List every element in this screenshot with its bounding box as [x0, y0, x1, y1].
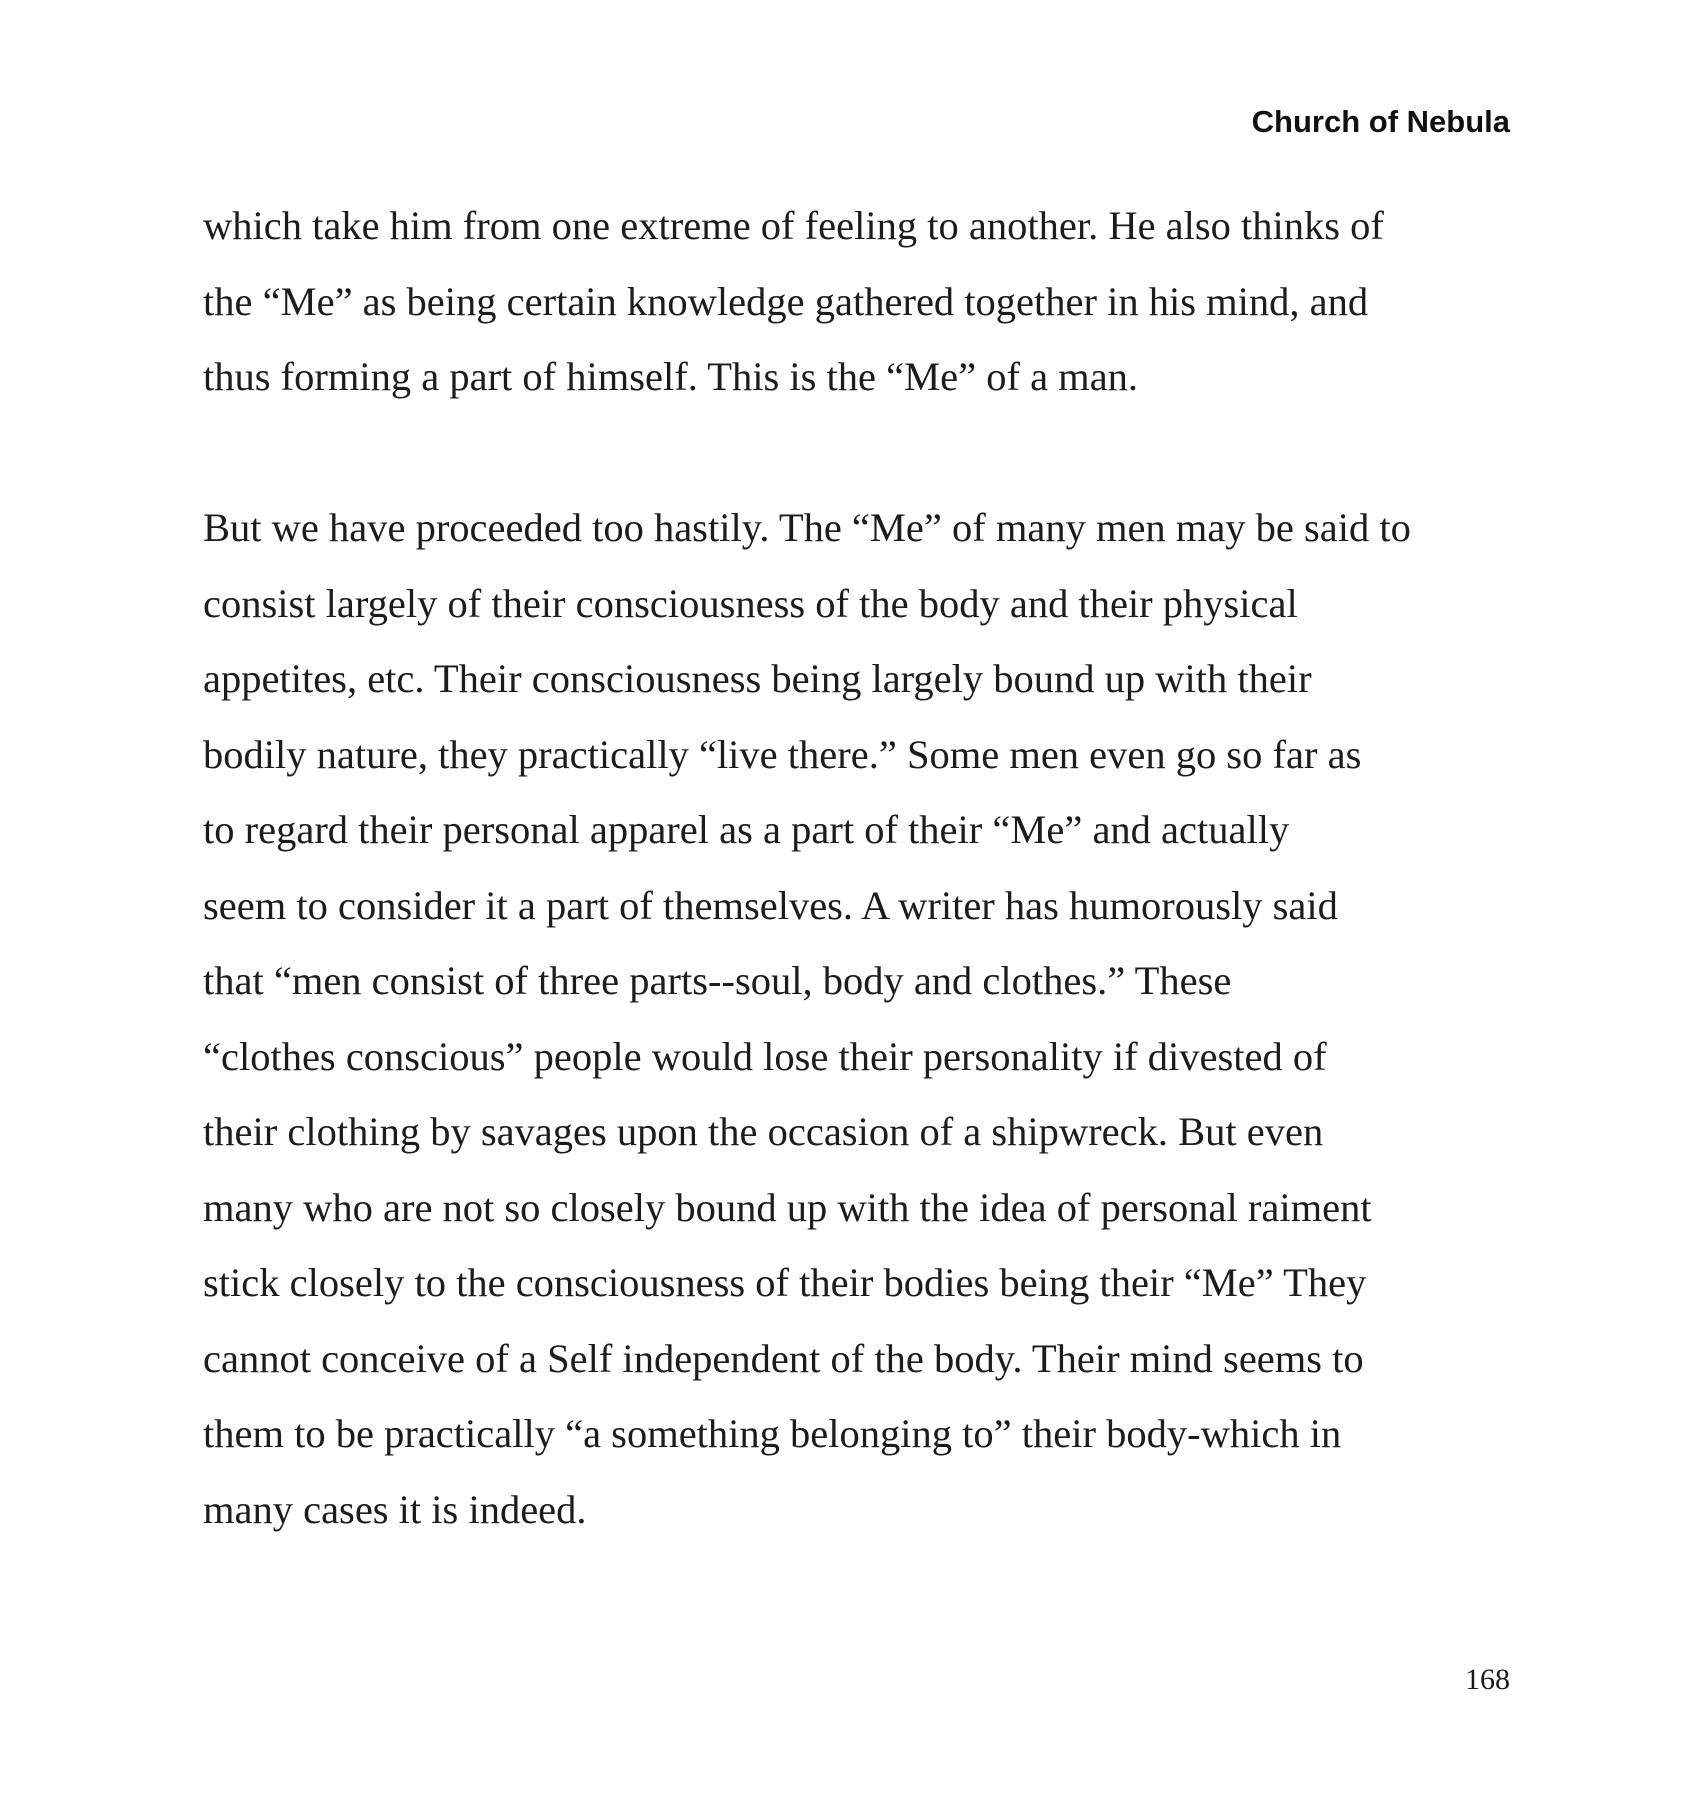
text-line: them to be practically “a something belonging to” their body-which in: [203, 1411, 1342, 1456]
running-header: Church of Nebula: [1251, 104, 1510, 139]
text-line: But we have proceeded too hastily. The “Me” of many men may be said to: [203, 505, 1411, 550]
text-line: consist largely of their consciousness of the body and their physical: [203, 580, 1298, 626]
text-line: to regard their personal apparel as a part of their “Me” and actually: [203, 807, 1290, 852]
text-line: stick closely to the consciousness of their bodies being their “Me” They: [203, 1260, 1367, 1305]
text-line: thus forming a part of himself. This is the “Me” of a man.: [203, 354, 1139, 399]
text-line: appetites, etc. Their consciousness being largely bound up with their: [203, 656, 1312, 701]
text-line: many cases it is indeed.: [203, 1486, 587, 1532]
paragraph-spacer: [203, 415, 1523, 491]
text-line: their clothing by savages upon the occasion of a shipwreck. But even: [203, 1109, 1324, 1154]
text-line: which take him from one extreme of feeling to another. He also thinks of: [203, 203, 1384, 248]
text-line: seem to consider it a part of themselves. A writer has humorously said: [203, 882, 1338, 928]
text-line: cannot conceive of a Self independent of the body. Their mind seems to: [203, 1335, 1364, 1381]
text-line: bodily nature, they practically “live there.” Some men even go so far as: [203, 731, 1362, 777]
text-line: many who are not so closely bound up with the idea of personal raiment: [203, 1184, 1372, 1230]
text-line: “clothes conscious” people would lose their personality if divested of: [203, 1033, 1327, 1079]
body-text: [203, 188, 1523, 1547]
paragraph-2: [203, 490, 1523, 1547]
text-line: the “Me” as being certain knowledge gathered together in his mind, and: [203, 278, 1369, 324]
text-line: that “men consist of three parts--soul, body and clothes.” These: [203, 958, 1232, 1003]
paragraph-1: [203, 188, 1523, 415]
page-number: 168: [1465, 1663, 1510, 1696]
